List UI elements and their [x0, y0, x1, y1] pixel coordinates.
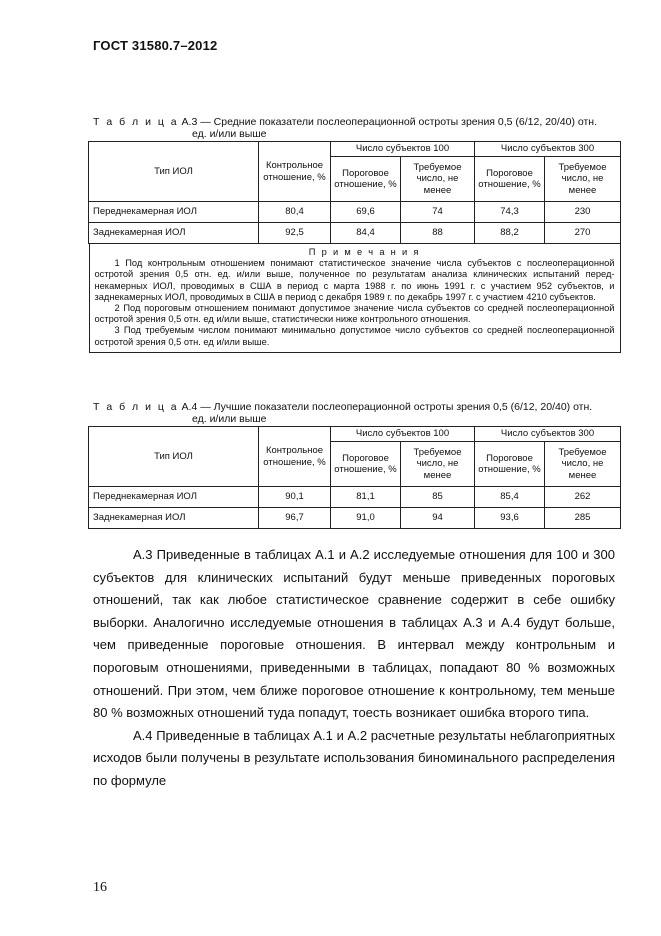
- cell-required-100: 94: [401, 508, 475, 529]
- cell-type: Переднекамерная ИОЛ: [89, 487, 259, 508]
- table-a3-caption-label: Т а б л и ц а: [93, 116, 179, 128]
- paragraph-a4: А.4 Приведенные в таблицах А.1 и А.2 расчетные результаты неблагоприятных исходов были получены в результате использования биноминального распределения по формуле: [93, 727, 615, 788]
- cell-threshold-100: 84,4: [331, 223, 401, 244]
- table-a4-caption-text: А.4 — Лучшие показатели послеоперационной остроты зрения 0,5 (6/12, 20/40) отн.: [181, 401, 593, 413]
- cell-required-100: 85: [401, 487, 475, 508]
- table-a3-caption: [93, 116, 620, 140]
- column-header-threshold-100: Пороговое отношение, %: [331, 157, 401, 202]
- table-a3-caption-line2: ед. и/или выше: [192, 128, 267, 140]
- column-header-type: Тип ИОЛ: [89, 142, 259, 202]
- cell-required-300: 262: [545, 487, 621, 508]
- cell-threshold-300: 74,3: [475, 202, 545, 223]
- cell-threshold-100: 69,6: [331, 202, 401, 223]
- cell-type: Переднекамерная ИОЛ: [89, 202, 259, 223]
- column-header-threshold-300: Пороговое отношение, %: [475, 442, 545, 487]
- column-header-required-300: Требуемое число, не менее: [545, 157, 621, 202]
- paragraph-a3: А.3 Приведенные в таблицах А.1 и А.2 исследуемые отношения для 100 и 300 субъектов для клинических испытаний будут меньше приведенных пороговых отношений, так как любое статистическое сравнение содержит в себе ошибку выборки. Аналогично исследуемые отношения в таблицах А.3 и А.4 будут больше, чем приведенные пороговые отношения. В интервал между контрольным и пороговым отношениями, приведенными в таблицах, попадают 80 % возможных отношений. При этом, чем ближе пороговое отношение к контрольному, тем меньше 80 % возможных отношений туда попадут, тоесть возникает ошибка второго типа.: [93, 547, 615, 721]
- note-2: 2 Под пороговым отношением понимают допустимое значение числа субъектов со средней послеоперационной остротой зрения 0,5 отн. ед и/или выше, статистически ниже контрольного отношения.: [94, 303, 615, 325]
- table-a4: [88, 426, 621, 529]
- table-a4-caption-line2: ед. и/или выше: [192, 413, 267, 425]
- note-3: 3 Под требуемым числом понимают минимально допустимое число субъектов со средней послеоперационной остротой зрения 0,5 отн. ед и/или выше.: [94, 325, 615, 347]
- column-header-required-100: Требуемое число, не менее: [401, 157, 475, 202]
- cell-required-300: 270: [545, 223, 621, 244]
- column-header-control: Контрольное отношение, %: [259, 427, 331, 487]
- cell-threshold-300: 85,4: [475, 487, 545, 508]
- table-row: [89, 508, 621, 529]
- table-row: [89, 202, 621, 223]
- cell-type: Заднекамерная ИОЛ: [89, 223, 259, 244]
- group-header-300: Число субъектов 300: [475, 142, 621, 157]
- group-header-100: Число субъектов 100: [331, 142, 475, 157]
- group-header-300: Число субъектов 300: [475, 427, 621, 442]
- group-header-100: Число субъектов 100: [331, 427, 475, 442]
- table-a3-caption-text: А.3 — Средние показатели послеоперационной остроты зрения 0,5 (6/12, 20/40) отн.: [181, 116, 598, 128]
- cell-control: 90,1: [259, 487, 331, 508]
- column-header-required-100: Требуемое число, не менее: [401, 442, 475, 487]
- cell-required-100: 88: [401, 223, 475, 244]
- cell-threshold-100: 81,1: [331, 487, 401, 508]
- document-header: ГОСТ 31580.7–2012: [93, 38, 218, 53]
- column-header-threshold-100: Пороговое отношение, %: [331, 442, 401, 487]
- table-a4-caption: [93, 401, 620, 425]
- cell-required-100: 74: [401, 202, 475, 223]
- column-header-type: Тип ИОЛ: [89, 427, 259, 487]
- cell-type: Заднекамерная ИОЛ: [89, 508, 259, 529]
- column-header-threshold-300: Пороговое отношение, %: [475, 157, 545, 202]
- notes-title: П р и м е ч а н и я: [308, 247, 421, 257]
- table-row: [89, 223, 621, 244]
- table-a3-notes: [89, 244, 621, 353]
- table-row: [89, 487, 621, 508]
- note-1: 1 Под контрольным отношением понимают статистическое значение числа субъектов с послеоперационной остротой зрения 0,5 отн. ед. и/или выше, полученное по результатам анализа клинических испытаний перед- некамерных ИОЛ, проводимых в США в период с марта 1988 г. по июнь 1991 г. с участием 952 субъектов, и заднекамерных ИОЛ, проводимых в США в период с декабря 1989 г. по декабрь 1997 г. с участием 4210 субъектов.: [94, 258, 615, 302]
- cell-threshold-300: 93,6: [475, 508, 545, 529]
- table-a3: [88, 141, 621, 353]
- column-header-required-300: Требуемое число, не менее: [545, 442, 621, 487]
- cell-threshold-100: 91,0: [331, 508, 401, 529]
- cell-control: 92,5: [259, 223, 331, 244]
- cell-required-300: 230: [545, 202, 621, 223]
- table-a4-caption-label: Т а б л и ц а: [93, 401, 179, 413]
- cell-required-300: 285: [545, 508, 621, 529]
- page-number: 16: [93, 880, 107, 895]
- column-header-control: Контрольное отношение, %: [259, 142, 331, 202]
- cell-threshold-300: 88,2: [475, 223, 545, 244]
- cell-control: 80,4: [259, 202, 331, 223]
- body-text: [93, 544, 615, 793]
- cell-control: 96,7: [259, 508, 331, 529]
